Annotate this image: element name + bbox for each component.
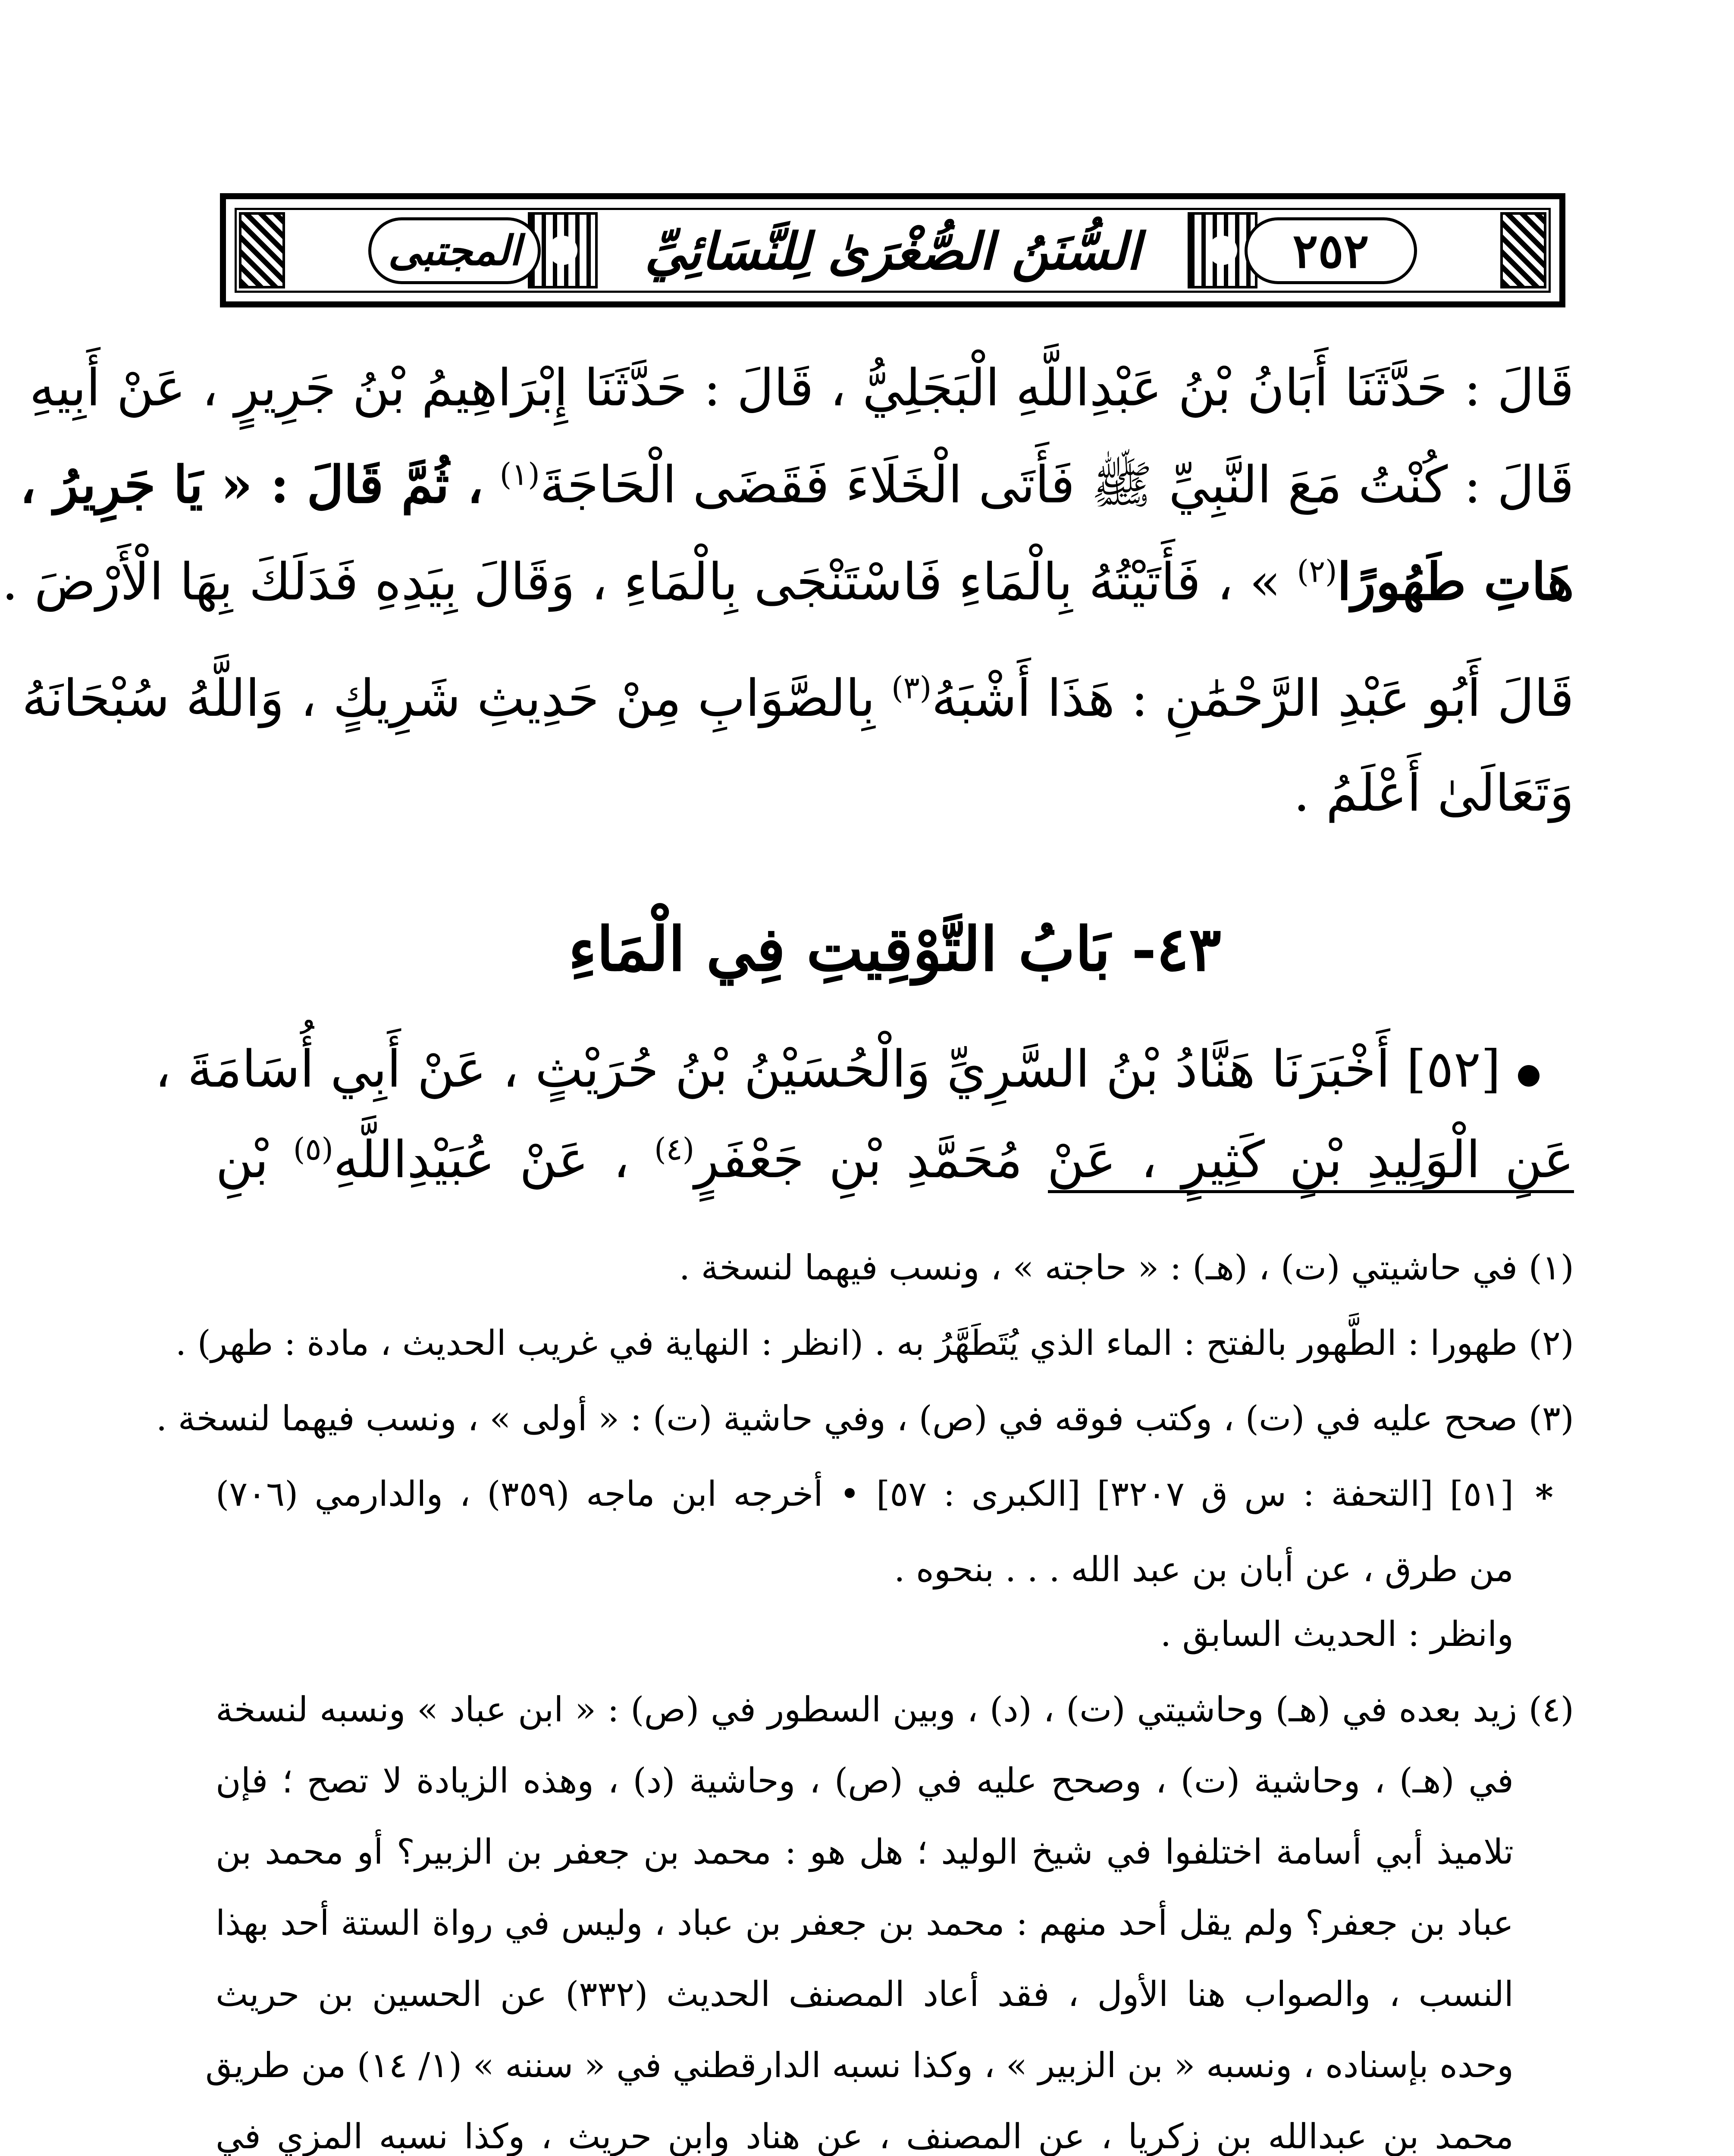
footnote-line: (٤) زيد بعده في (هـ) وحاشيتي (ت) ، (د) ، وبين السطور في (ص) : « ابن عباد » ونسبه لنسخة	[216, 1689, 1574, 1730]
main-text-segment: قَالَ : كُنْتُ مَعَ النَّبِيِّ ﷺ فَأَتَى الْخَلَاءَ فَقَضَى الْحَاجَةَ	[539, 455, 1574, 514]
main-text-segment: بْنِ	[216, 1130, 269, 1189]
note-marker: (٢)	[1297, 553, 1337, 589]
main-text-segment: » ، فَأَتَيْتُهُ بِالْمَاءِ فَاسْتَنْجَى بِالْمَاءِ ، وَقَالَ بِيَدِهِ فَدَلَكَ بِهَا الْأَرْضَ .	[2, 552, 1281, 611]
note-marker: (١)	[499, 456, 540, 492]
main-text-segment: بِالصَّوَابِ مِنْ حَدِيثِ شَرِيكٍ ، وَاللَّهُ سُبْحَانَهُ	[22, 668, 875, 728]
main-text-segment: قَالَ أَبُو عَبْدِ الرَّحْمَٰنِ : هَذَا أَشْبَهُ	[931, 668, 1574, 728]
main-text-line	[216, 1130, 1574, 1189]
footnote-line: وانظر : الحديث السابق .	[1160, 1614, 1514, 1654]
page-header	[220, 193, 1565, 307]
footnote-line: (٢) طهورا : الطَّهور بالفتح : الماء الذي يُتَطَهَّرُ به . (انظر : النهاية في غريب الحديث ، مادة : طهر) .	[175, 1323, 1574, 1363]
footnote-rule	[1048, 1190, 1574, 1193]
main-text-line	[2, 552, 1574, 611]
main-text-segment: ، عَنْ عُبَيْدِاللَّهِ	[333, 1130, 630, 1189]
note-marker: (٤)	[654, 1131, 695, 1167]
note-marker: (٥)	[293, 1131, 333, 1167]
footnote-line: من طرق ، عن أبان بن عبد الله . . . بنحوه .	[894, 1549, 1514, 1589]
footnote-line: في (هـ) ، وحاشية (ت) ، وصحح عليه في (ص) ، وحاشية (د) ، وهذه الزيادة لا تصح ؛ فإن	[216, 1761, 1514, 1801]
series-name: المجتبى	[368, 217, 541, 284]
chapter-heading: ٤٣- بَابُ التَّوْقِيتِ فِي الْمَاءِ	[568, 914, 1222, 985]
main-text-line: وَتَعَالَىٰ أَعْلَمُ .	[1293, 763, 1574, 823]
note-marker: (٣)	[891, 670, 932, 706]
main-text-segment: هَاتِ طَهُورًا	[1337, 552, 1574, 611]
footnote-line: محمد بن عبدالله بن زكريا ، عن المصنف ، عن هناد وابن حريث ، وكذا نسبه المزي في	[216, 2116, 1514, 2156]
footnote-line: تلاميذ أبي أسامة اختلفوا في شيخ الوليد ؛ هل هو : محمد بن جعفر بن الزبير؟ أو محمد بن	[216, 1832, 1514, 1872]
page-number: ٢٥٢	[1245, 217, 1417, 284]
header-ornament-left	[239, 212, 285, 288]
footnote-line: [٥١] [التحفة : س ق ٣٢٠٧] [الكبرى : ٥٧] • أخرجه ابن ماجه (٣٥٩) ، والدارمي (٧٠٦)	[216, 1474, 1514, 1514]
footnote-line: عباد بن جعفر؟ ولم يقل أحد منهم : محمد بن جعفر بن عباد ، وليس في رواة الستة أحد بهذا	[216, 1903, 1514, 1943]
main-text-segment: ، ثُمَّ قَالَ : « يَا جَرِيرُ ،	[19, 454, 484, 514]
footnote-line: (١) في حاشيتي (ت) ، (هـ) : « حاجته » ، ونسب فيهما لنسخة .	[679, 1247, 1574, 1288]
star-marker: *	[1535, 1477, 1553, 1517]
main-text-segment: عَنِ الْوَلِيدِ بْنِ كَثِيرٍ ، عَنْ مُحَمَّدِ بْنِ جَعْفَرٍ	[694, 1130, 1574, 1189]
running-title: السُّنَنُ الصُّغْرَىٰ لِلنَّسَائِيِّ	[644, 221, 1141, 281]
main-text-line: [٥٢] أَخْبَرَنَا هَنَّادُ بْنُ السَّرِيِّ وَالْحُسَيْنُ بْنُ حُرَيْثٍ ، عَنْ أَبِي أُسَامَةَ ،	[154, 1039, 1501, 1099]
main-text-line	[19, 454, 1574, 514]
footnote-line: (٣) صحح عليه في (ت) ، وكتب فوقه في (ص) ، وفي حاشية (ت) : « أولى » ، ونسب فيهما لنسخة .	[156, 1398, 1574, 1438]
main-text-line	[22, 668, 1574, 728]
footnote-line: وحده بإسناده ، ونسبه « بن الزبير » ، وكذا نسبه الدارقطني في « سننه » (١/ ١٤) من طريق	[205, 2045, 1514, 2085]
footnote-line: النسب ، والصواب هنا الأول ، فقد أعاد المصنف الحديث (٣٣٢) عن الحسين بن حريث	[216, 1974, 1514, 2014]
header-ornament-right	[1500, 212, 1546, 288]
bullet-icon	[1518, 1065, 1540, 1087]
main-text-line: قَالَ : حَدَّثَنَا أَبَانُ بْنُ عَبْدِاللَّهِ الْبَجَلِيُّ ، قَالَ : حَدَّثَنَا إِبْرَاهِيمُ بْنُ جَرِيرٍ ، عَنْ أَبِيهِ	[29, 358, 1574, 417]
